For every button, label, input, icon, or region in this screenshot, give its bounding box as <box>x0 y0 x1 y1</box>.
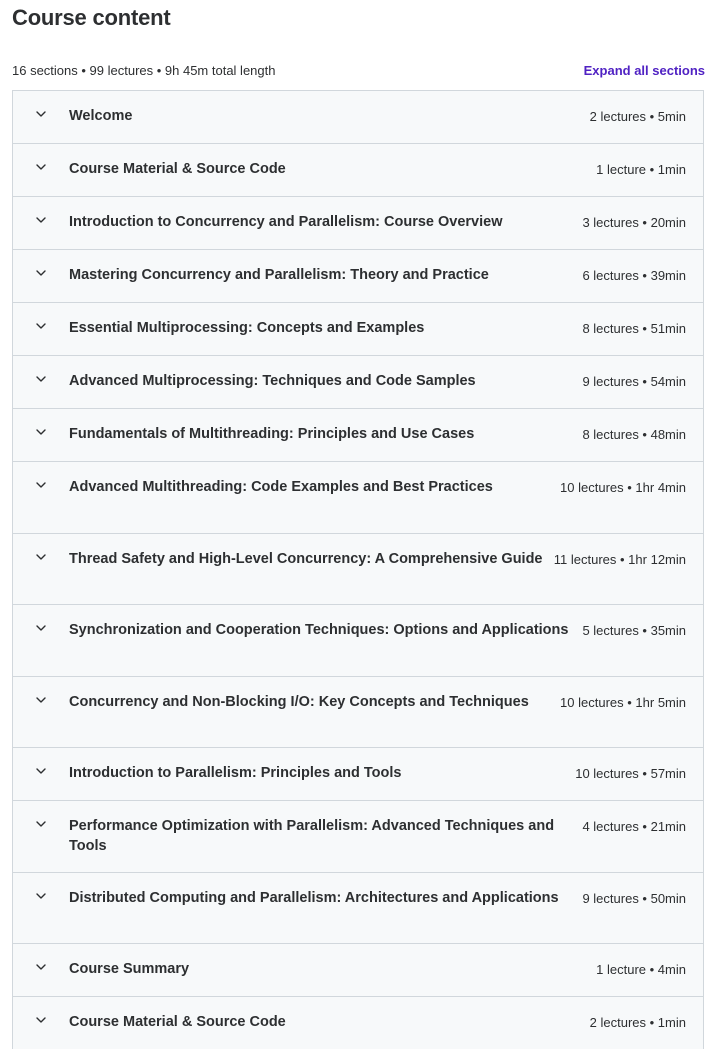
section-meta: 2 lectures • 1min <box>589 1015 686 1030</box>
chevron-down-icon <box>13 409 69 435</box>
section-title: Welcome <box>69 108 133 124</box>
section-item[interactable] <box>13 801 703 873</box>
chevron-down-icon <box>13 677 69 703</box>
section-title: Distributed Computing and Parallelism: Architectures and Applications <box>69 889 559 906</box>
section-meta: 8 lectures • 51min <box>582 321 686 336</box>
section-title: Course Material & Source Code <box>69 161 286 177</box>
section-title: Course Summary <box>69 961 190 977</box>
section-meta: 10 lectures • 1hr 5min <box>560 694 686 710</box>
section-meta: 5 lectures • 35min <box>582 623 686 638</box>
expand-all-button[interactable]: Expand all sections <box>583 62 705 78</box>
chevron-down-icon <box>13 801 69 827</box>
section-meta: 11 lectures • 1hr 12min <box>553 551 686 567</box>
section-item[interactable] <box>13 462 703 534</box>
section-item[interactable] <box>13 748 703 801</box>
course-summary: 16 sections • 99 lectures • 9h 45m total length <box>12 62 276 78</box>
section-item[interactable] <box>13 303 703 356</box>
section-title: Performance Optimization with Parallelism: Advanced Techniques and Tools <box>69 818 555 854</box>
section-item[interactable] <box>13 91 703 144</box>
chevron-down-icon <box>13 944 69 970</box>
section-title: Mastering Concurrency and Parallelism: Theory and Practice <box>69 267 489 283</box>
section-meta: 1 lecture • 1min <box>596 162 686 177</box>
chevron-down-icon <box>13 91 69 117</box>
section-item[interactable] <box>13 605 703 677</box>
chevron-down-icon <box>13 197 69 223</box>
section-title: Thread Safety and High-Level Concurrency: A Comprehensive Guide <box>69 550 543 567</box>
chevron-down-icon <box>13 462 69 488</box>
section-list <box>12 90 704 1049</box>
chevron-down-icon <box>13 144 69 170</box>
section-item[interactable] <box>13 356 703 409</box>
section-item[interactable] <box>13 997 703 1049</box>
chevron-down-icon <box>13 873 69 899</box>
chevron-down-icon <box>13 748 69 774</box>
section-item[interactable] <box>13 250 703 303</box>
chevron-down-icon <box>13 303 69 329</box>
section-title: Fundamentals of Multithreading: Principles and Use Cases <box>69 426 475 442</box>
section-meta: 8 lectures • 48min <box>582 427 686 442</box>
chevron-down-icon <box>13 356 69 382</box>
section-item[interactable] <box>13 534 703 606</box>
chevron-down-icon <box>13 534 69 560</box>
chevron-down-icon <box>13 997 69 1023</box>
section-title: Introduction to Parallelism: Principles and Tools <box>69 765 402 781</box>
section-meta: 6 lectures • 39min <box>582 268 686 283</box>
section-meta: 3 lectures • 20min <box>582 215 686 230</box>
section-meta: 1 lecture • 4min <box>596 962 686 977</box>
section-title: Essential Multiprocessing: Concepts and Examples <box>69 320 425 336</box>
section-title: Concurrency and Non-Blocking I/O: Key Concepts and Techniques <box>69 693 529 710</box>
section-meta: 9 lectures • 50min <box>582 890 686 906</box>
section-title: Synchronization and Cooperation Techniques: Options and Applications <box>69 622 569 638</box>
chevron-down-icon <box>13 250 69 276</box>
section-item[interactable] <box>13 197 703 250</box>
section-meta: 4 lectures • 21min <box>582 819 686 834</box>
section-meta: 9 lectures • 54min <box>582 374 686 389</box>
section-meta: 10 lectures • 57min <box>575 766 686 781</box>
section-meta: 2 lectures • 5min <box>589 109 686 124</box>
section-item[interactable] <box>13 144 703 197</box>
course-summary-row <box>12 60 705 80</box>
chevron-down-icon <box>13 605 69 631</box>
section-item[interactable] <box>13 873 703 945</box>
section-item[interactable] <box>13 677 703 749</box>
section-item[interactable] <box>13 409 703 462</box>
section-title: Introduction to Concurrency and Parallelism: Course Overview <box>69 214 503 230</box>
section-title: Course Material & Source Code <box>69 1014 286 1030</box>
section-title: Advanced Multithreading: Code Examples and Best Practices <box>69 479 493 495</box>
section-meta: 10 lectures • 1hr 4min <box>560 480 686 495</box>
page-title: Course content <box>12 5 171 30</box>
section-item[interactable] <box>13 944 703 997</box>
section-title: Advanced Multiprocessing: Techniques and Code Samples <box>69 373 476 389</box>
